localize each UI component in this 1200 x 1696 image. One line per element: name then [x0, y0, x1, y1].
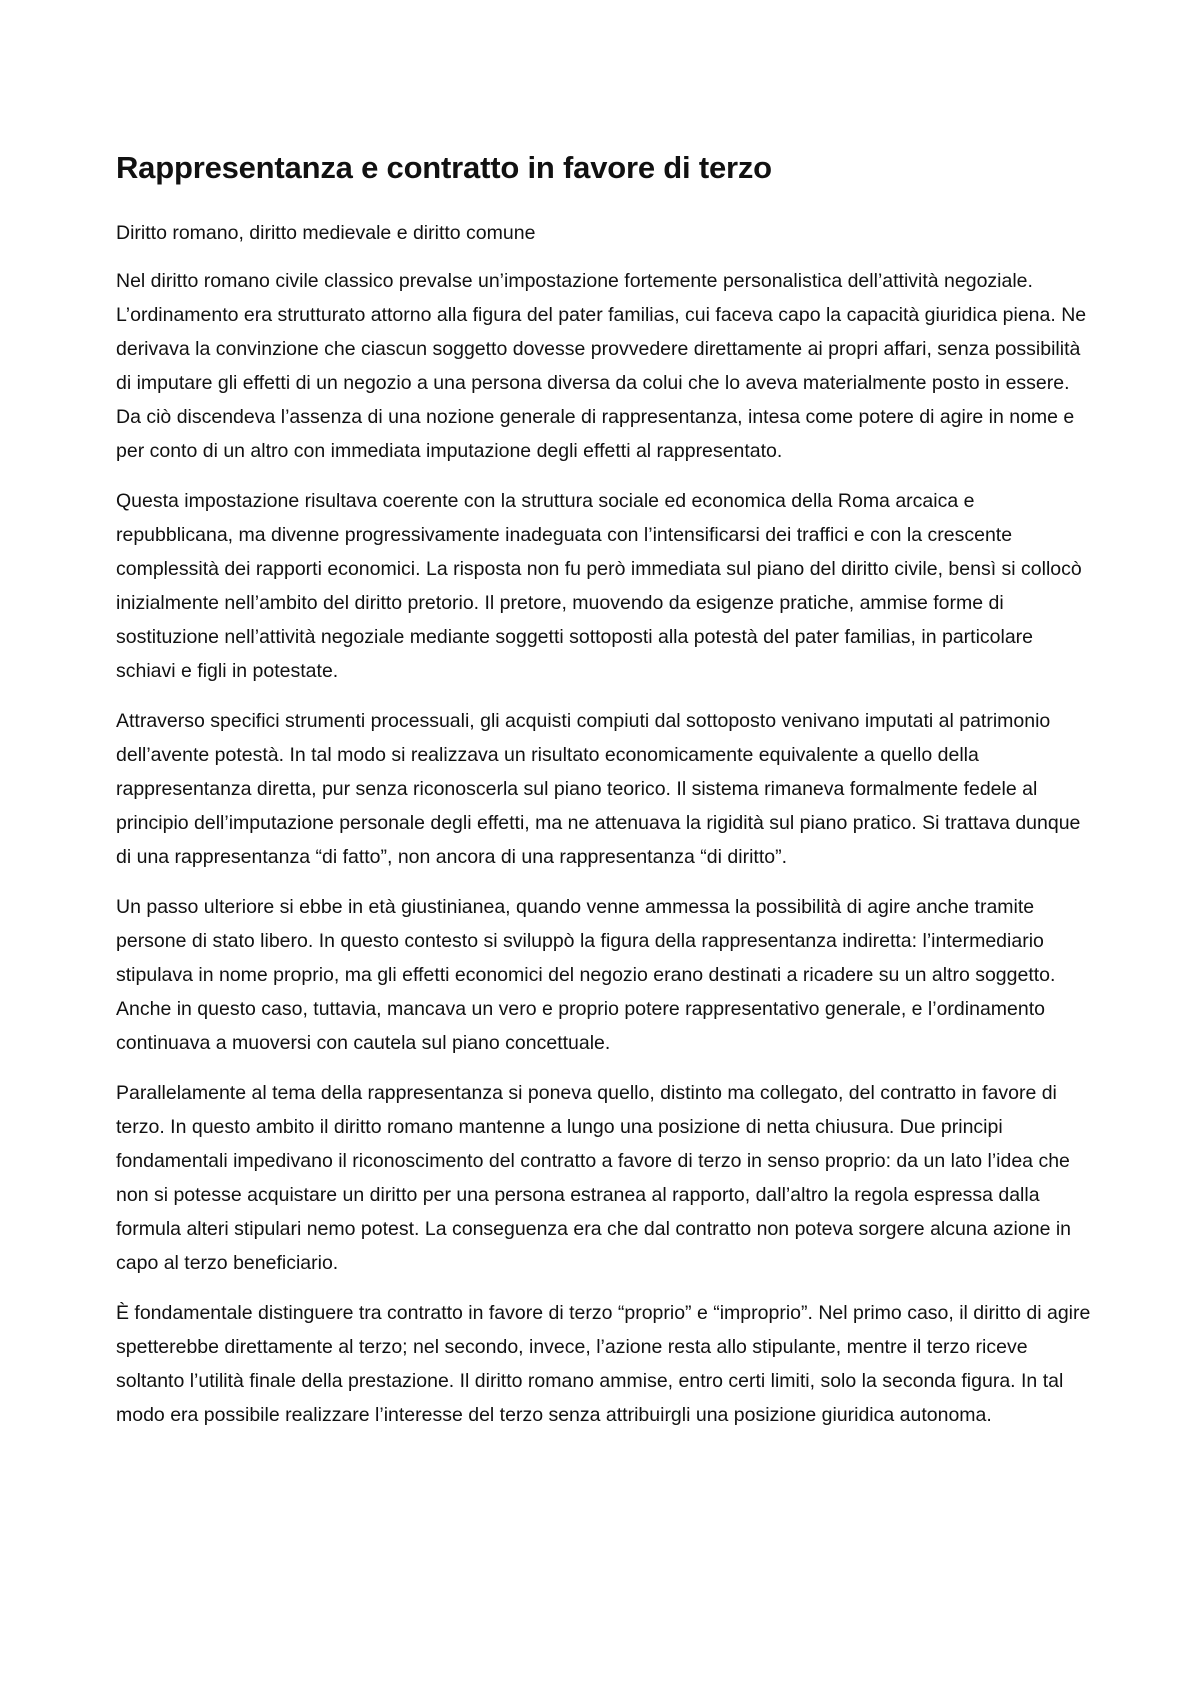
paragraph-5: Parallelamente al tema della rappresentanza si poneva quello, distinto ma collegato, del contratto in favore di terzo. In questo ambito il diritto romano mantenne a lungo una posizione di netta chiusura. Due principi fondamentali impedivano il riconoscimento del contratto a favore di terzo in senso proprio: da un lato l’idea che non si potesse acquistare un diritto per una persona estranea al rapporto, dall’altro la regola espressa dalla formula alteri stipulari nemo potest. La conseguenza era che dal contratto non poteva sorgere alcuna azione in capo al terzo beneficiario.: [116, 1082, 1072, 1274]
document-page: [116, 148, 1096, 1448]
paragraph-6: È fondamentale distinguere tra contratto in favore di terzo “proprio” e “improprio”. Nel primo caso, il diritto di agire spetterebbe direttamente al terzo; nel secondo, invece, l’azione resta allo stipulante, mentre il terzo riceve soltanto l’utilità finale della prestazione. Il diritto romano ammise, entro certi limiti, solo la seconda figura. In tal modo era possibile realizzare l’interesse del terzo senza attribuirgli una posizione giuridica autonoma.: [116, 1302, 1091, 1426]
document-title: Rappresentanza e contratto in favore di terzo: [116, 150, 772, 185]
paragraph-4: Un passo ulteriore si ebbe in età giustinianea, quando venne ammessa la possibilità di agire anche tramite persone di stato libero. In questo contesto si sviluppò la figura della rappresentanza indiretta: l’intermediario stipulava in nome proprio, ma gli effetti economici del negozio erano destinati a ricadere su un altro soggetto. Anche in questo caso, tuttavia, mancava un vero e proprio potere rappresentativo generale, e l’ordinamento continuava a muoversi con cautela sul piano concettuale.: [116, 896, 1056, 1054]
paragraph-1: Nel diritto romano civile classico prevalse un’impostazione fortemente personalistica dell’attività negoziale. L’ordinamento era strutturato attorno alla figura del pater familias, cui faceva capo la capacità giuridica piena. Ne derivava la convinzione che ciascun soggetto dovesse provvedere direttamente ai propri affari, senza possibilità di imputare gli effetti di un negozio a una persona diversa da colui che lo aveva materialmente posto in essere. Da ciò discendeva l’assenza di una nozione generale di rappresentanza, intesa come potere di agire in nome e per conto di un altro con immediata imputazione degli effetti al rappresentato.: [116, 270, 1087, 462]
document-subtitle: Diritto romano, diritto medievale e diritto comune: [116, 222, 536, 244]
paragraph-3: Attraverso specifici strumenti processuali, gli acquisti compiuti dal sottoposto venivano imputati al patrimonio dell’avente potestà. In tal modo si realizzava un risultato economicamente equivalente a quello della rappresentanza diretta, pur senza riconoscerla sul piano teorico. Il sistema rimaneva formalmente fedele al principio dell’imputazione personale degli effetti, ma ne attenuava la rigidità sul piano pratico. Si trattava dunque di una rappresentanza “di fatto”, non ancora di una rappresentanza “di diritto”.: [116, 710, 1081, 868]
paragraph-2: Questa impostazione risultava coerente con la struttura sociale ed economica della Roma arcaica e repubblicana, ma divenne progressivamente inadeguata con l’intensificarsi dei traffici e con la crescente complessità dei rapporti economici. La risposta non fu però immediata sul piano del diritto civile, bensì si collocò inizialmente nell’ambito del diritto pretorio. Il pretore, muovendo da esigenze pratiche, ammise forme di sostituzione nell’attività negoziale mediante soggetti sottoposti alla potestà del pater familias, in particolare schiavi e figli in potestate.: [116, 490, 1082, 682]
